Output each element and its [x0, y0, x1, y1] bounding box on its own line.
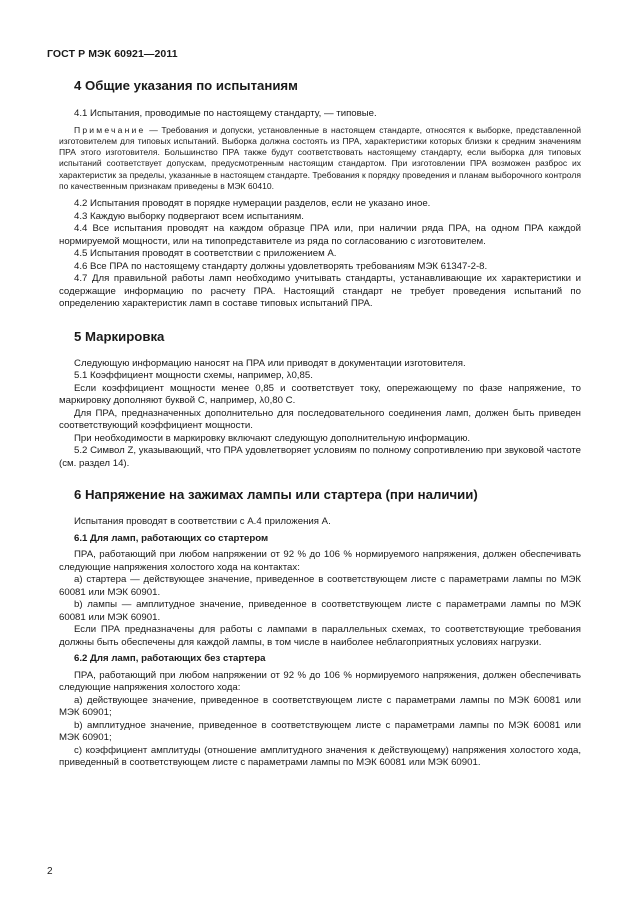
page-number: 2 — [47, 866, 53, 877]
paragraph-4-5: 4.5 Испытания проводят в соответствии с приложением А. — [74, 248, 337, 260]
paragraph-4-4: 4.4 Все испытания проводят на каждом образце ПРА или, при наличии ряда ПРА, на одном ПРА каждой нормируемой мощности, или на типопредставителе из ряда по согласованию с изготовителем. — [59, 223, 581, 247]
subheading-6-2: 6.2 Для ламп, работающих без стартера — [74, 653, 266, 665]
paragraph-4-7: 4.7 Для правильной работы ламп необходимо учитывать стандарты, устанавливающие их характеристики и содержащие информацию по расчету ПРА. Настоящий стандарт не требует проведения испытаний по определению характеристик ламп в составе типовых испытаний ПРА. — [59, 273, 581, 310]
paragraph-4-6: 4.6 Все ПРА по настоящему стандарту должны удовлетворять требованиям МЭК 61347-2-8. — [74, 260, 488, 272]
note-4-1 — [59, 125, 581, 193]
paragraph-5-1: 5.1 Коэффициент мощности схемы, например, λ0,85. — [74, 370, 313, 382]
paragraph-6-1-a: a) стартера — действующее значение, приведенное в соответствующем листе с параметрами лампы по МЭК 60081 или МЭК 60901. — [59, 574, 581, 598]
subheading-6-1: 6.1 Для ламп, работающих со стартером — [74, 532, 269, 544]
paragraph-6-2-b: b) амплитудное значение, приведенное в соответствующем листе с параметрами лампы по МЭК 60081 или МЭК 60901; — [59, 719, 581, 744]
paragraph-6-1-b: b) лампы — амплитудное значение, приведенное в соответствующем листе с параметрами лампы по МЭК 60081 или МЭК 60901. — [59, 599, 581, 623]
paragraph-5-1-series: Для ПРА, предназначенных дополнительно для последовательного соединения ламп, должен быть приведен соответствующий коэффициент мощности. — [59, 407, 581, 432]
paragraph-5-additional: При необходимости в маркировку включают следующую дополнительную информацию. — [74, 432, 471, 444]
document-code-header: ГОСТ Р МЭК 60921—2011 — [47, 48, 178, 60]
paragraph-6-2-a: a) действующее значение, приведенное в соответствующем листе с параметрами лампы по МЭК 60081 или МЭК 60901; — [59, 694, 581, 719]
paragraph-5-1-leading: Если коэффициент мощности менее 0,85 и соответствует току, опережающему по фазе напряжение, то маркировку дополняют буквой С, например, λ0,80 С. — [59, 382, 581, 407]
paragraph-6-2: ПРА, работающий при любом напряжении от 92 % до 106 % нормируемого напряжения, должен обеспечивать следующие напряжения холостого хода: — [59, 669, 581, 694]
paragraph-4-1: 4.1 Испытания, проводимые по настоящему стандарту, — типовые. — [74, 108, 377, 119]
paragraph-6-1-parallel: Если ПРА предназначены для работы с лампами в параллельных схемах, то соответствующие требования должны быть обеспечены для каждой лампы, в том числе в наиболее неблагоприятных условиях нагрузки. — [59, 624, 581, 648]
section-4-heading: 4 Общие указания по испытаниям — [74, 78, 298, 93]
note-text: — Требования и допуски, установленные в настоящем стандарте, относятся к выборке, представленной изготовителем для типовых испытаний. Выборка должна состоять из ПРА, характеристики которых близки к средним значениям ПРА этого изготовителя. Большинство ПРА также будут соответствовать настоящему стандарту, если выборка для типовых испытаний соответствует допускам, предусмотренным настоящим стандартом. При изготовлении ПРА возможен разброс их характеристик за пределы, указанные в настоящем стандарте. Требования к порядку проведения и планам выборочного контроля по качественным признакам приведены в МЭК 60410. — [59, 124, 581, 191]
paragraph-6-intro: Испытания проводят в соответствии с А.4 приложения А. — [74, 516, 331, 528]
paragraph-4-3: 4.3 Каждую выборку подвергают всем испытаниям. — [74, 210, 304, 222]
paragraph-5-2: 5.2 Символ Z, указывающий, что ПРА удовлетворяет условиям по полному сопротивлению при звуковой частоте (см. раздел 14). — [59, 445, 581, 469]
section-5-heading: 5 Маркировка — [74, 328, 165, 344]
section-6-heading: 6 Напряжение на зажимах лампы или стартера (при наличии) — [74, 487, 478, 503]
paragraph-4-2: 4.2 Испытания проводят в порядке нумерации разделов, если не указано иное. — [74, 198, 431, 210]
paragraph-6-2-c: c) коэффициент амплитуды (отношение амплитудного значения к действующему) напряжения холостого хода, приведенный в соответствующем листе с параметрами лампы по МЭК 60081 или МЭК 60901. — [59, 744, 581, 769]
note-label: Примечание — [74, 124, 146, 135]
paragraph-5-intro: Следующую информацию наносят на ПРА или приводят в документации изготовителя. — [74, 357, 466, 369]
paragraph-6-1: ПРА, работающий при любом напряжении от 92 % до 106 % нормируемого напряжения, должен обеспечивать следующие напряжения холостого хода на контактах: — [59, 549, 581, 573]
page-content — [59, 78, 581, 770]
